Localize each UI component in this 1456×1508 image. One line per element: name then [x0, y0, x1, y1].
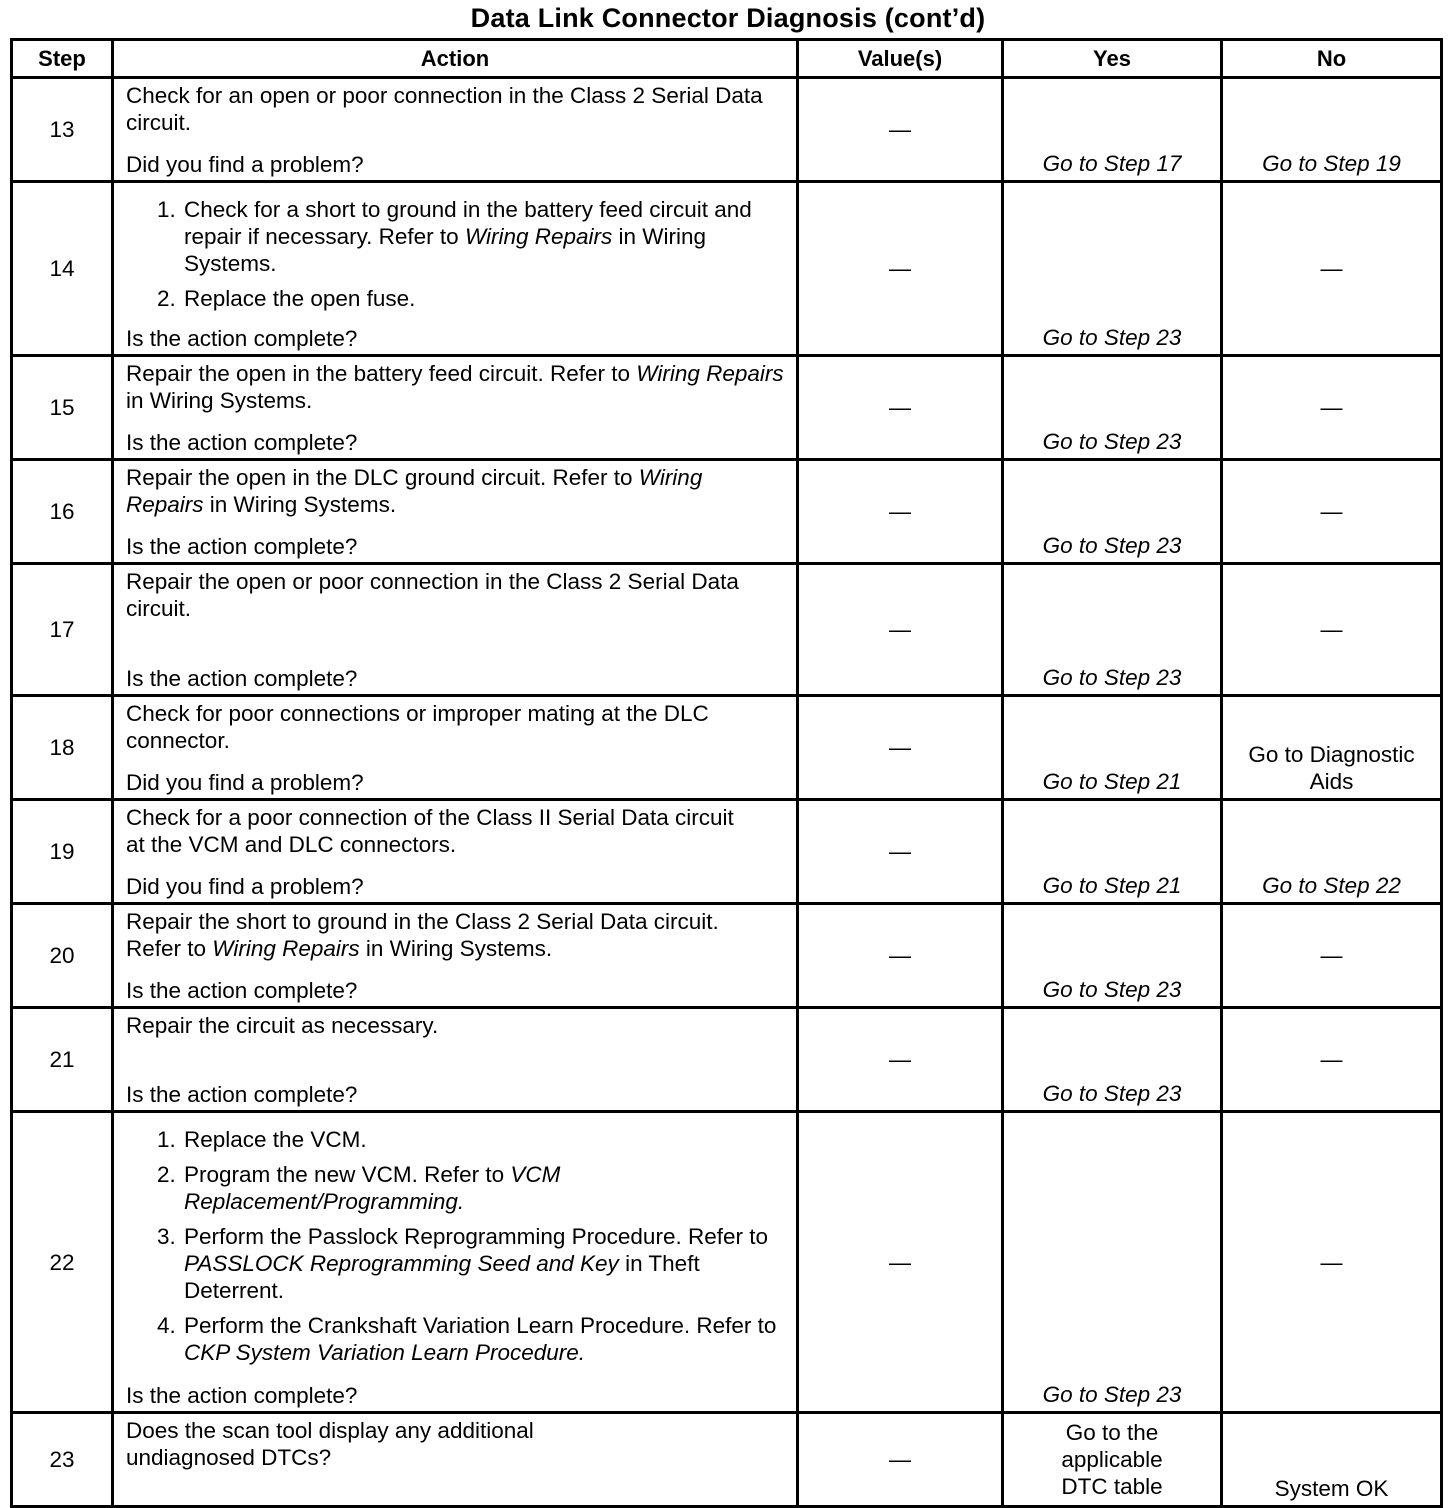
value-dash: —: [889, 1047, 911, 1072]
no-goto: Go to Step 19: [1262, 151, 1401, 176]
value-cell: [798, 696, 1003, 800]
no-goto: Go to Step 22: [1262, 873, 1401, 898]
yes-cell: [1003, 460, 1222, 564]
yes-cell: [1003, 904, 1222, 1008]
step-number: 22: [12, 1112, 113, 1413]
step-number: 18: [12, 696, 113, 800]
action-question: Did you find a problem?: [126, 770, 364, 795]
action-cell: [113, 356, 798, 460]
action-list-item: 2. Program the new VCM. Refer to VCM Replacement/Programming.: [182, 1161, 786, 1215]
yes-goto: Go to Step 23: [1042, 325, 1182, 350]
action-question: Is the action complete?: [126, 326, 358, 351]
table-row: [12, 356, 1442, 460]
action-text: Check for a poor connection of the Class II Serial Data circuit at the VCM and DLC connectors.: [126, 805, 734, 857]
step-number: 13: [12, 78, 113, 182]
yes-goto: Go to Step 21: [1042, 873, 1182, 898]
yes-text: Go to the applicable DTC table: [1061, 1420, 1163, 1499]
no-dash: —: [1320, 499, 1343, 524]
step-number: 15: [12, 356, 113, 460]
action-text: Check for an open or poor connection in the Class 2 Serial Data circuit.: [126, 83, 763, 135]
table-row: [12, 696, 1442, 800]
step-number: 23: [12, 1413, 113, 1507]
action-text: Repair the open in the battery feed circuit. Refer to Wiring Repairs in Wiring Systems.: [126, 361, 784, 413]
action-cell: [113, 1413, 798, 1507]
yes-cell: [1003, 800, 1222, 904]
yes-cell: [1003, 564, 1222, 696]
value-dash: —: [889, 735, 911, 760]
yes-goto: Go to Step 21: [1042, 769, 1182, 794]
no-dash: —: [1320, 256, 1343, 281]
action-text: Repair the open or poor connection in the Class 2 Serial Data circuit.: [126, 569, 739, 621]
action-cell: [113, 800, 798, 904]
action-cell: [113, 696, 798, 800]
value-dash: —: [889, 839, 911, 864]
yes-cell: [1003, 1008, 1222, 1112]
action-question: Is the action complete?: [126, 534, 358, 559]
yes-cell: [1003, 696, 1222, 800]
action-cell: [113, 1008, 798, 1112]
no-cell: [1222, 356, 1442, 460]
value-cell: [798, 460, 1003, 564]
no-dash: —: [1320, 1047, 1343, 1072]
header-action: Action: [113, 40, 798, 78]
yes-cell: [1003, 182, 1222, 356]
table-row: [12, 904, 1442, 1008]
action-question: Is the action complete?: [126, 1082, 358, 1107]
header-value: Value(s): [798, 40, 1003, 78]
table-row: [12, 1112, 1442, 1413]
no-dash: —: [1320, 617, 1343, 642]
action-text: Does the scan tool display any additional undiagnosed DTCs?: [126, 1418, 534, 1470]
no-cell: [1222, 696, 1442, 800]
action-question: Is the action complete?: [126, 666, 358, 691]
value-cell: [798, 800, 1003, 904]
value-dash: —: [889, 395, 911, 420]
no-cell: [1222, 800, 1442, 904]
yes-goto: Go to Step 23: [1042, 665, 1182, 690]
yes-goto: Go to Step 23: [1042, 429, 1182, 454]
action-question: Did you find a problem?: [126, 874, 364, 899]
action-list-item: 1. Replace the VCM.: [182, 1126, 786, 1153]
value-cell: [798, 182, 1003, 356]
value-cell: [798, 1413, 1003, 1507]
action-list-item: 4. Perform the Crankshaft Variation Learn Procedure. Refer to CKP System Variation Learn Procedure.: [182, 1312, 786, 1366]
step-number: 20: [12, 904, 113, 1008]
action-cell: [113, 564, 798, 696]
no-cell: [1222, 182, 1442, 356]
header-row: [12, 40, 1442, 78]
table-row: [12, 800, 1442, 904]
no-dash: —: [1320, 395, 1343, 420]
action-question: Is the action complete?: [126, 978, 358, 1003]
action-cell: [113, 904, 798, 1008]
action-question: Is the action complete?: [126, 430, 358, 455]
step-number: 19: [12, 800, 113, 904]
action-list-item: 2. Replace the open fuse.: [182, 285, 786, 312]
no-dash: —: [1320, 1249, 1343, 1275]
no-cell: [1222, 78, 1442, 182]
page-title: Data Link Connector Diagnosis (cont’d): [470, 3, 986, 33]
value-dash: —: [889, 499, 911, 524]
diagnosis-table: [10, 38, 1443, 1508]
yes-cell: [1003, 356, 1222, 460]
step-number: 21: [12, 1008, 113, 1112]
action-list-item: 1. Check for a short to ground in the battery feed circuit and repair if necessary. Refer to Wiring Repairs in Wiring Systems.: [182, 196, 786, 277]
action-cell: [113, 78, 798, 182]
table-row: [12, 1008, 1442, 1112]
action-text: Check for poor connections or improper mating at the DLC connector.: [126, 701, 709, 753]
value-cell: [798, 904, 1003, 1008]
no-cell: [1222, 904, 1442, 1008]
header-no: No: [1222, 40, 1442, 78]
table-row: [12, 460, 1442, 564]
value-dash: —: [889, 117, 911, 142]
value-cell: [798, 356, 1003, 460]
value-dash: —: [889, 943, 911, 968]
value-cell: [798, 564, 1003, 696]
yes-cell: [1003, 1413, 1222, 1507]
no-text: System OK: [1274, 1476, 1389, 1501]
value-dash: —: [889, 617, 911, 642]
no-cell: [1222, 1112, 1442, 1413]
header-step: Step: [12, 40, 113, 78]
header-yes: Yes: [1003, 40, 1222, 78]
value-cell: [798, 78, 1003, 182]
action-list: [126, 196, 786, 320]
step-number: 17: [12, 564, 113, 696]
step-number: 16: [12, 460, 113, 564]
yes-goto: Go to Step 23: [1042, 1081, 1182, 1106]
table-row: [12, 182, 1442, 356]
value-cell: [798, 1112, 1003, 1413]
yes-goto: Go to Step 23: [1042, 533, 1182, 558]
action-list-item: 3. Perform the Passlock Reprogramming Procedure. Refer to PASSLOCK Reprogramming Seed and Key in Theft Deterrent.: [182, 1223, 786, 1304]
yes-cell: [1003, 1112, 1222, 1413]
table-row: [12, 1413, 1442, 1507]
value-cell: [798, 1008, 1003, 1112]
no-cell: [1222, 1008, 1442, 1112]
value-dash: —: [889, 1249, 911, 1275]
action-text: Repair the open in the DLC ground circuit. Refer to Wiring Repairs in Wiring Systems.: [126, 465, 703, 517]
yes-goto: Go to Step 23: [1042, 977, 1182, 1002]
no-cell: [1222, 1413, 1442, 1507]
action-text: Repair the short to ground in the Class 2 Serial Data circuit. Refer to Wiring Repairs in Wiring Systems.: [126, 909, 719, 961]
action-list: [126, 1126, 786, 1374]
action-cell: [113, 182, 798, 356]
no-dash: —: [1320, 943, 1343, 968]
action-question: Is the action complete?: [126, 1383, 358, 1408]
yes-goto: Go to Step 17: [1042, 151, 1182, 176]
action-question: Did you find a problem?: [126, 152, 364, 177]
value-dash: —: [889, 1447, 911, 1472]
action-cell: [113, 1112, 798, 1413]
no-cell: [1222, 564, 1442, 696]
no-cell: [1222, 460, 1442, 564]
action-cell: [113, 460, 798, 564]
table-row: [12, 78, 1442, 182]
no-text: Go to Diagnostic Aids: [1248, 742, 1415, 794]
yes-goto: Go to Step 23: [1042, 1382, 1182, 1407]
step-number: 14: [12, 182, 113, 356]
value-dash: —: [889, 256, 911, 281]
action-text: Repair the circuit as necessary.: [126, 1013, 439, 1038]
yes-cell: [1003, 78, 1222, 182]
table-row: [12, 564, 1442, 696]
